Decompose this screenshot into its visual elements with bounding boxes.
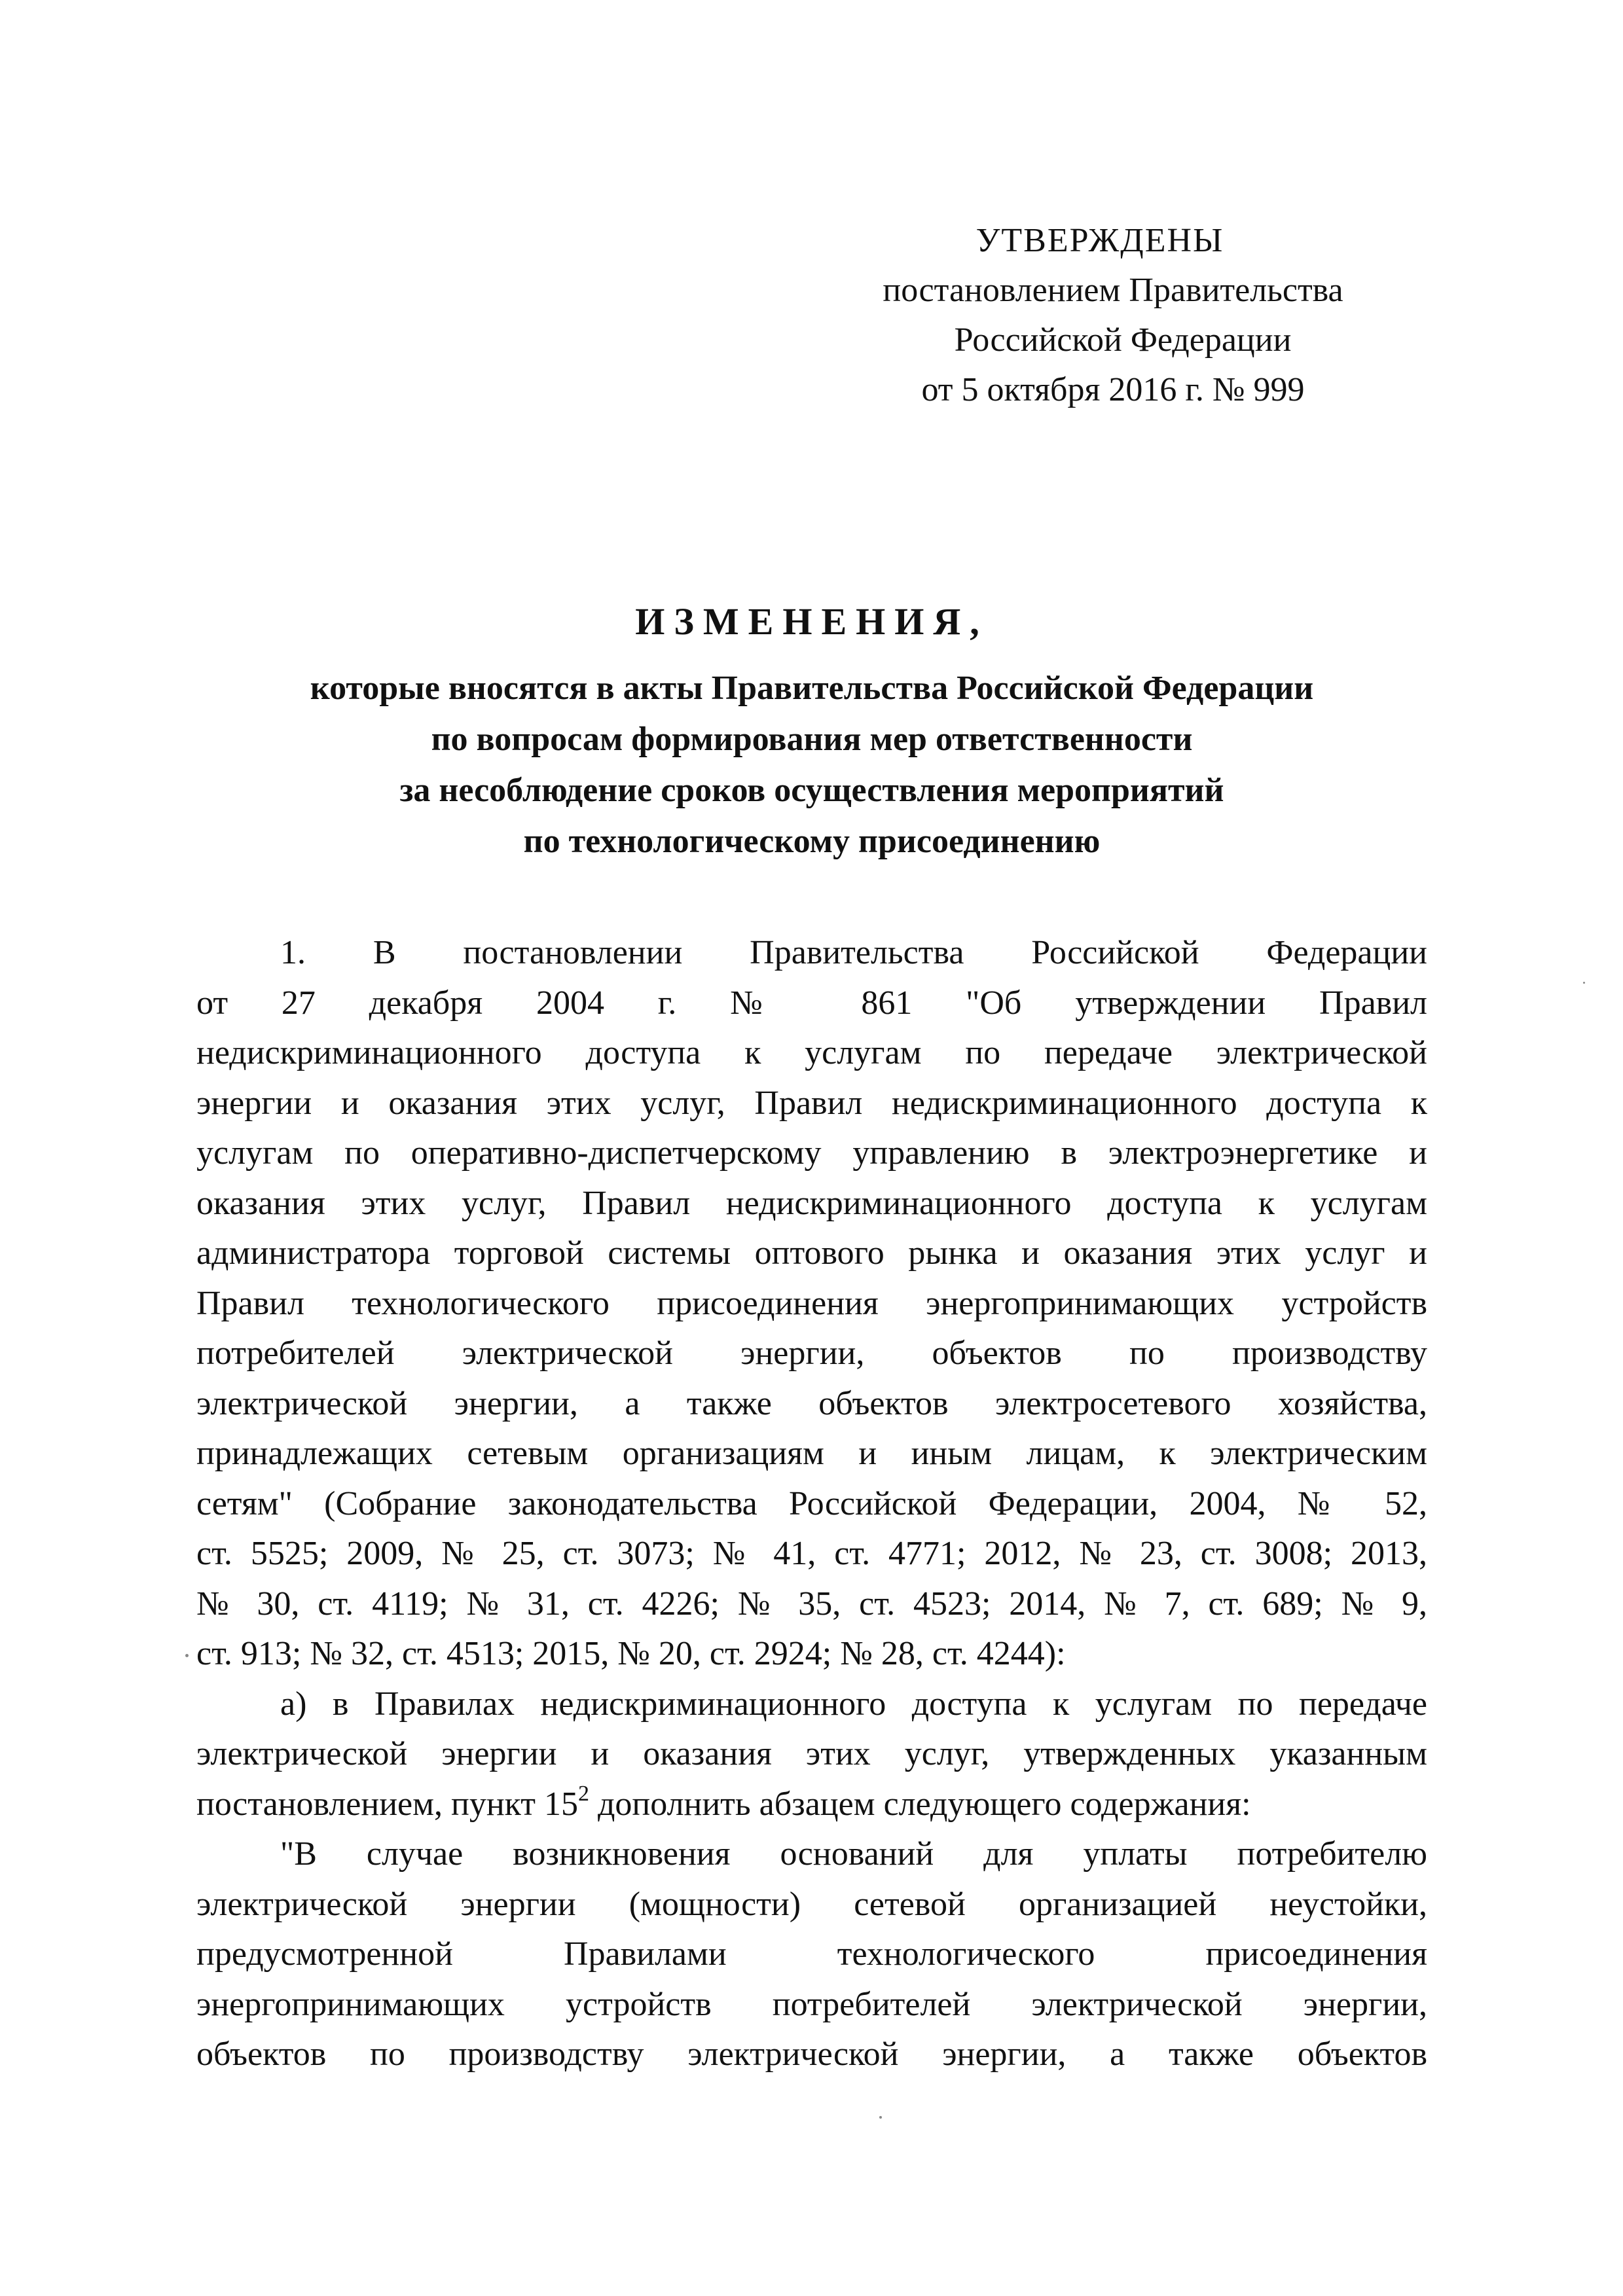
text-line: "В случае возникновения оснований для уплаты потребителю (280, 1835, 1427, 1873)
text-line: принадлежащих сетевым организациям и иным лицам, к электрическим (196, 1435, 1427, 1472)
text-line: администратора торговой системы оптового рынка и оказания этих услуг и (196, 1234, 1427, 1272)
text-fragment: дополнить абзацем следующего содержания: (589, 1785, 1251, 1823)
text-line: 1. В постановлении Правительства Российской Федерации (280, 934, 1427, 971)
paragraph-3 (196, 1829, 1427, 2080)
text-fragment: постановлением, пункт 15 (196, 1785, 578, 1823)
text-line: электрической энергии и оказания этих услуг, утвержденных указанным (196, 1735, 1427, 1772)
text-line: ст. 913; № 32, ст. 4513; 2015, № 20, ст. 2924; № 28, ст. 4244): (196, 1635, 1066, 1672)
text-line: предусмотренной Правилами технологического присоединения (196, 1935, 1427, 1973)
document-body (196, 928, 1427, 2080)
text-line: электрической энергии (мощности) сетевой организацией неустойки, (196, 1885, 1427, 1923)
document-subtitle (196, 663, 1427, 867)
text-line: недискриминационного доступа к услугам по передаче электрической (196, 1034, 1427, 1071)
text-line: оказания этих услуг, Правил недискриминационного доступа к услугам (196, 1184, 1427, 1222)
scan-speck (879, 2116, 882, 2119)
text-line: услугам по оперативно-диспетчерскому управлению в электроэнергетике и (196, 1134, 1427, 1172)
text-line: энергопринимающих устройств потребителей электрической энергии, (196, 1985, 1427, 2023)
paragraph-1 (196, 928, 1427, 1679)
approval-line: постановлением Правительства (883, 272, 1343, 309)
text-line: а) в Правилах недискриминационного доступа к услугам по передаче (280, 1685, 1427, 1723)
approval-heading: УТВЕРЖДЕНЫ (976, 222, 1224, 259)
scan-speck (1583, 982, 1585, 984)
document-title-block (196, 592, 1427, 867)
paragraph-2 (196, 1679, 1427, 1830)
approval-date-number: от 5 октября 2016 г. № 999 (921, 371, 1305, 408)
subtitle-line: за несоблюдение сроков осуществления мероприятий (399, 772, 1224, 809)
approval-line: Российской Федерации (954, 321, 1292, 359)
document-title: ИЗМЕНЕНИЯ, (635, 600, 989, 643)
text-line: объектов по производству электрической энергии, а также объектов (196, 2036, 1427, 2073)
text-line: от 27 декабря 2004 г. № 861 "Об утверждении Правил (196, 984, 1427, 1022)
text-line: потребителей электрической энергии, объектов по производству (196, 1335, 1427, 1372)
text-line: энергии и оказания этих услуг, Правил недискриминационного доступа к (196, 1084, 1427, 1122)
approval-stamp (871, 216, 1447, 415)
subtitle-line: которые вносятся в акты Правительства Российской Федерации (310, 670, 1314, 707)
text-line: ст. 5525; 2009, № 25, ст. 3073; № 41, ст. 4771; 2012, № 23, ст. 3008; 2013, (196, 1535, 1427, 1572)
text-line (196, 1780, 1427, 1830)
text-line: Правил технологического присоединения энергопринимающих устройств (196, 1284, 1427, 1322)
subtitle-line: по технологическому присоединению (523, 823, 1101, 860)
text-line: электрической энергии, а также объектов электросетевого хозяйства, (196, 1384, 1427, 1422)
text-line: сетям" (Собрание законодательства Российской Федерации, 2004, № 52, (196, 1484, 1427, 1522)
text-line: № 30, ст. 4119; № 31, ст. 4226; № 35, ст. 4523; 2014, № 7, ст. 689; № 9, (196, 1585, 1427, 1623)
scan-speck (185, 1654, 189, 1657)
subtitle-line: по вопросам формирования мер ответственности (431, 721, 1193, 758)
superscript: 2 (577, 1781, 589, 1806)
